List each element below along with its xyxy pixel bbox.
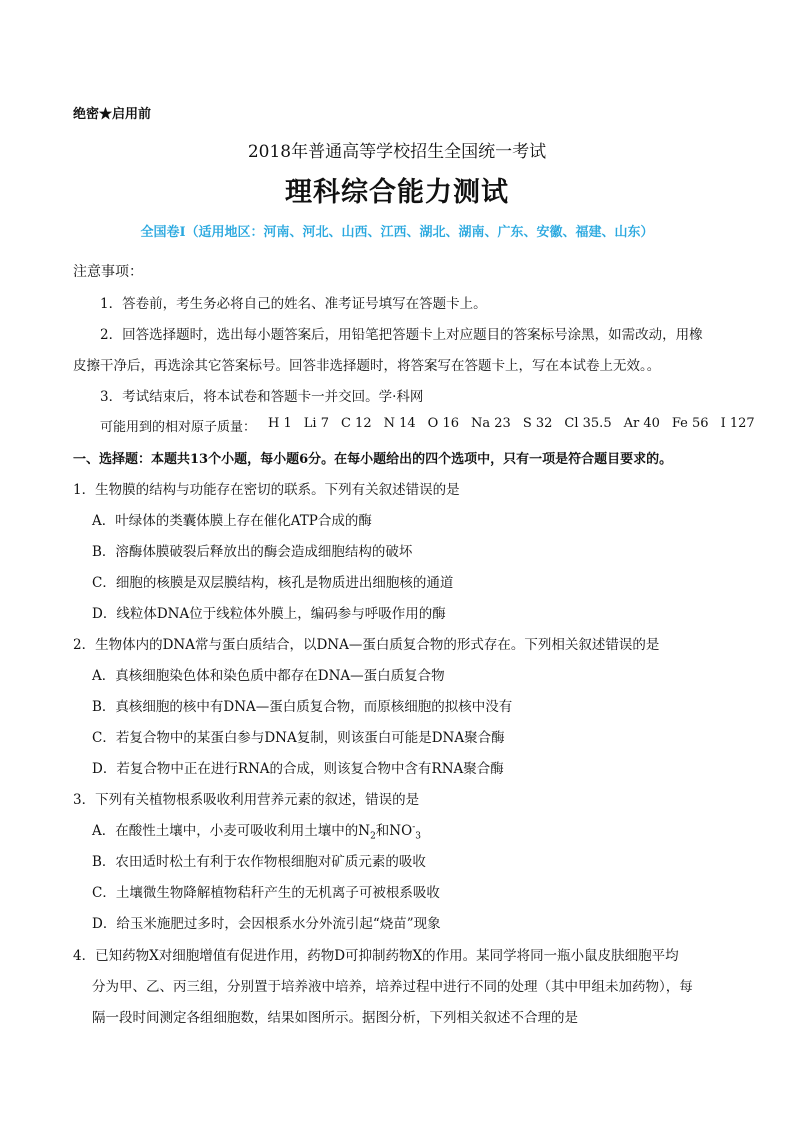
question-1-stem: 1．生物膜的结构与功能存在密切的联系。下列有关叙述错误的是 <box>73 482 460 498</box>
question-3-option-a <box>92 819 421 842</box>
atomic-mass: Fe 56 <box>671 416 709 431</box>
question-1-option-c: C．细胞的核膜是双层膜结构，核孔是物质进出细胞核的通道 <box>92 575 454 591</box>
atomic-mass: Cl 35.5 <box>564 416 612 431</box>
question-3-option-a-mid: 和NO <box>375 823 413 839</box>
question-3-option-b: B．农田适时松土有利于农作物根细胞对矿质元素的吸收 <box>92 854 426 870</box>
note-item-2-line-2: 皮擦干净后，再选涂其它答案标号。回答非选择题时，将答案写在答题卡上，写在本试卷上无效。。 <box>73 358 661 374</box>
question-1-option-b: B．溶酶体膜破裂后释放出的酶会造成细胞结构的破坏 <box>92 544 413 560</box>
atomic-mass: S 32 <box>522 416 553 431</box>
question-1-option-d: D．线粒体DNA位于线粒体外膜上，编码参与呼吸作用的酶 <box>92 606 446 622</box>
question-2-stem: 2．生物体内的DNA常与蛋白质结合，以DNA—蛋白质复合物的形式存在。下列相关叙述错误的是 <box>73 637 660 653</box>
question-3-option-d: D．给玉米施肥过多时，会因根系水分外流引起“烧苗”现象 <box>92 916 441 932</box>
question-3-option-a-text: A．在酸性土壤中，小麦可吸收利用土壤中的N <box>92 823 371 839</box>
atomic-mass: H 1 <box>268 416 292 431</box>
atomic-mass: Ar 40 <box>623 416 660 431</box>
region-subtitle: 全国卷Ⅰ（适用地区：河南、河北、山西、江西、湖北、湖南、广东、安徽、福建、山东） <box>140 225 654 240</box>
note-item-1: 1．答卷前，考生务必将自己的姓名、准考证号填写在答题卡上。 <box>100 296 487 312</box>
confidential-label: 绝密★启用前 <box>73 107 152 122</box>
exam-title: 2018年普通高等学校招生全国统一考试 <box>247 142 547 162</box>
subscript: 2 <box>370 831 376 842</box>
question-1-option-a: A．叶绿体的类囊体膜上存在催化ATP合成的酶 <box>92 513 372 529</box>
question-4-line-1: 4．已知药物X对细胞增值有促进作用，药物D可抑制药物X的作用。某同学将同一瓶小鼠皮肤细胞平均 <box>73 948 679 964</box>
atomic-mass: Li 7 <box>303 416 329 431</box>
question-2-option-b: B．真核细胞的核中有DNA—蛋白质复合物，而原核细胞的拟核中没有 <box>92 699 513 715</box>
question-2-option-c: C．若复合物中的某蛋白参与DNA复制，则该蛋白可能是DNA聚合酶 <box>92 730 505 746</box>
atomic-masses-label: 可能用到的相对原子质量： <box>100 420 257 435</box>
superscript: - <box>412 822 416 833</box>
atomic-mass: Na 23 <box>471 416 511 431</box>
question-2-option-a: A．真核细胞染色体和染色质中都存在DNA—蛋白质复合物 <box>92 668 445 684</box>
atomic-masses <box>100 416 755 435</box>
question-4-line-2: 分为甲、乙、丙三组，分别置于培养液中培养，培养过程中进行不同的处理（其中甲组未加药物），每 <box>92 979 693 995</box>
atomic-mass: C 12 <box>340 416 372 431</box>
subject-title: 理科综合能力测试 <box>285 177 509 208</box>
question-3-stem: 3．下列有关植物根系吸收利用营养元素的叙述，错误的是 <box>73 792 420 808</box>
question-3-option-c: C．土壤微生物降解植物秸秆产生的无机离子可被根系吸收 <box>92 885 440 901</box>
note-item-2-line-1: 2．回答选择题时，选出每小题答案后，用铅笔把答题卡上对应题目的答案标号涂黑，如需改动，用橡 <box>100 327 703 343</box>
atomic-mass: O 16 <box>427 416 459 431</box>
atomic-mass: I 127 <box>720 416 755 431</box>
note-item-3: 3．考试结束后，将本试卷和答题卡一并交回。学·科网 <box>100 389 424 405</box>
notes-heading: 注意事项： <box>73 264 143 280</box>
subscript: 3 <box>415 831 421 842</box>
question-4-line-3: 隔一段时间测定各组细胞数，结果如图所示。据图分析，下列相关叙述不合理的是 <box>92 1010 578 1026</box>
question-2-option-d: D．若复合物中正在进行RNA的合成，则该复合物中含有RNA聚合酶 <box>92 761 504 777</box>
atomic-mass: N 14 <box>383 416 416 431</box>
section-heading: 一、选择题：本题共13个小题，每小题6分。在每小题给出的四个选项中，只有一项是符合题目要求的。 <box>73 452 673 467</box>
